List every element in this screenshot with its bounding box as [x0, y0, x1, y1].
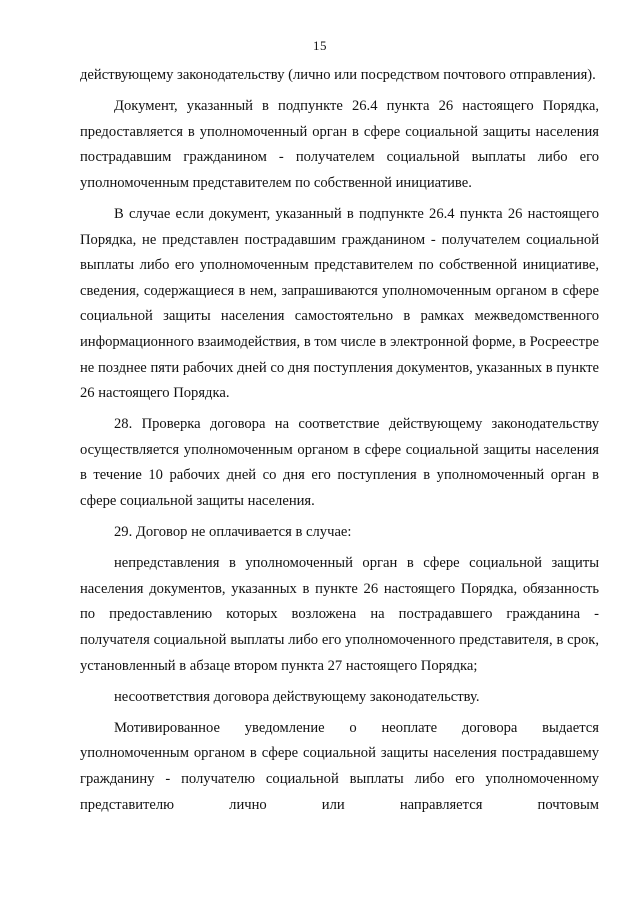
paragraph-if-not-provided: В случае если документ, указанный в подпункте 26.4 пункта 26 настоящего Порядка, не представлен пострадавшим гражданином - получателем социальной выплаты либо его уполномоченным представителем по собственной инициативе, сведения, содержащиеся в нем, запрашиваются уполномоченным органом в сфере социальной защиты населения самостоятельно в рамках межведомственного информационного взаимодействия, в том числе в электронной форме, в Росреестре не позднее пяти рабочих дней со дня поступления документов, указанных в пункте 26 настоящего Порядка.: [80, 205, 599, 402]
paragraph-clause-29-item-1: непредставления в уполномоченный орган в сфере социальной защиты населения документов, указанных в пункте 26 настоящего Порядка, обязанность по предоставлению которых возложена на пострадавшего гражданина - получателя социальной выплаты либо его уполномоченного представителя, в срок, установленный в абзаце втором пункта 27 настоящего Порядка;: [80, 555, 599, 674]
paragraph-document-26-4: Документ, указанный в подпункте 26.4 пункта 26 настоящего Порядка, предоставляется в уполномоченный орган в сфере социальной защиты населения пострадавшим гражданином - получателем социальной выплаты либо его уполномоченным представителем по собственной инициативе.: [80, 98, 599, 191]
document-body: [80, 63, 599, 824]
paragraph-continuation: действующему законодательству (лично или посредством почтового отправления).: [80, 67, 596, 83]
paragraph-notification: Мотивированное уведомление о неоплате договора выдается уполномоченным органом в сфере социальной защиты населения пострадавшему гражданину - получателю социальной выплаты либо его уполномоченному представителю лично или направляется почтовым: [80, 719, 599, 813]
paragraph-clause-28: 28. Проверка договора на соответствие действующему законодательству осуществляется уполномоченным органом в сфере социальной защиты населения в течение 10 рабочих дней со дня его поступления в уполномоченный орган в сфере социальной защиты населения.: [80, 416, 599, 509]
paragraph-clause-29: 29. Договор не оплачивается в случае:: [114, 524, 352, 541]
page-number: 15: [313, 38, 327, 53]
paragraph-clause-29-item-2: несоответствия договора действующему законодательству.: [114, 688, 480, 705]
